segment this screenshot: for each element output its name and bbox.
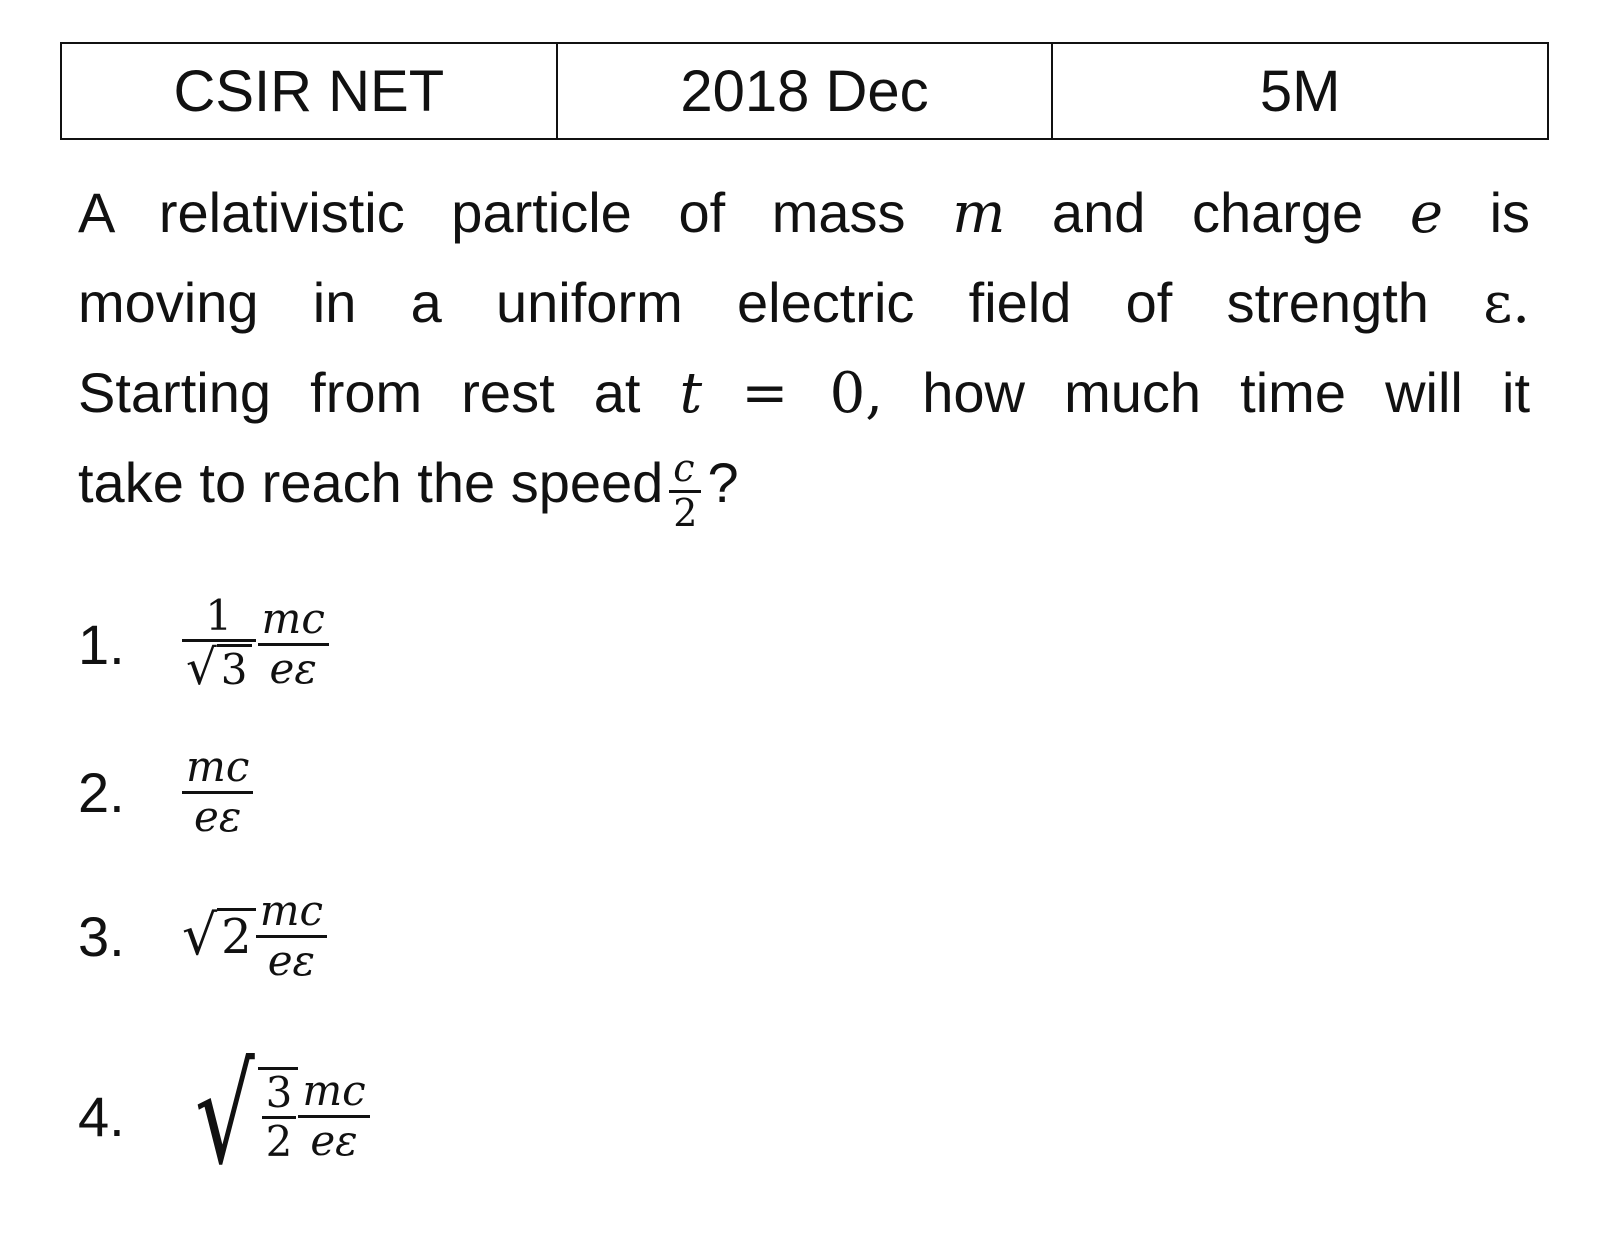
mc-over-e-eps: $\frac{mc}{e\varepsilon}$ <box>256 888 327 983</box>
mc-over-e-eps: $\frac{mc}{e\varepsilon}$ <box>298 1068 369 1163</box>
option-3[interactable] <box>78 866 329 1006</box>
option-4-expression <box>182 1036 372 1194</box>
var-t: t <box>679 361 703 426</box>
question-line-1: A relativistic particle of mass m and charge e is <box>78 181 1531 246</box>
option-number: 1. <box>78 612 125 676</box>
exam-info-table <box>60 42 1549 140</box>
option-2[interactable] <box>78 722 255 862</box>
equation-rest: = 0, <box>741 361 884 426</box>
mc-over-e-eps: $\frac{mc}{e\varepsilon}$ <box>258 596 329 691</box>
var-m: m <box>952 181 1006 246</box>
sqrt-symbol: √ <box>194 1036 255 1194</box>
sqrt-symbol: √ <box>182 904 218 968</box>
exam-name-cell: CSIR NET <box>61 43 557 139</box>
option-3-expression <box>182 888 329 983</box>
var-e: e <box>1409 181 1443 246</box>
option-1[interactable] <box>78 574 331 714</box>
question-line-2: moving in a uniform electric field of strength ε. <box>78 271 1530 336</box>
option-number: 3. <box>78 904 125 968</box>
radicand <box>258 1067 299 1165</box>
option-number: 4. <box>78 1084 125 1148</box>
mc-over-e-eps: $\frac{mc}{e\varepsilon}$ <box>182 744 253 839</box>
coefficient-fraction: $\frac{1}{√3}$ <box>182 593 256 695</box>
option-number: 2. <box>78 760 125 824</box>
exam-marks-cell: 5M <box>1052 43 1548 139</box>
radicand: 2 <box>217 908 256 964</box>
option-2-expression <box>182 744 255 839</box>
exam-session-cell: 2018 Dec <box>557 43 1053 139</box>
three-halves: $\frac{3}{2}$ <box>262 1070 297 1165</box>
question-text <box>78 168 1531 535</box>
speed-fraction: $\frac{c}{2}$ <box>669 448 701 535</box>
question-line-3: Starting from rest at t = 0, how much time will it <box>78 361 1531 426</box>
option-1-expression <box>182 590 331 697</box>
option-4[interactable] <box>78 1036 372 1196</box>
question-line-4: take to reach the speed $\frac{c}{2}$ ? <box>78 445 739 535</box>
exam-info-row <box>61 43 1548 139</box>
var-epsilon: ε. <box>1483 271 1530 336</box>
